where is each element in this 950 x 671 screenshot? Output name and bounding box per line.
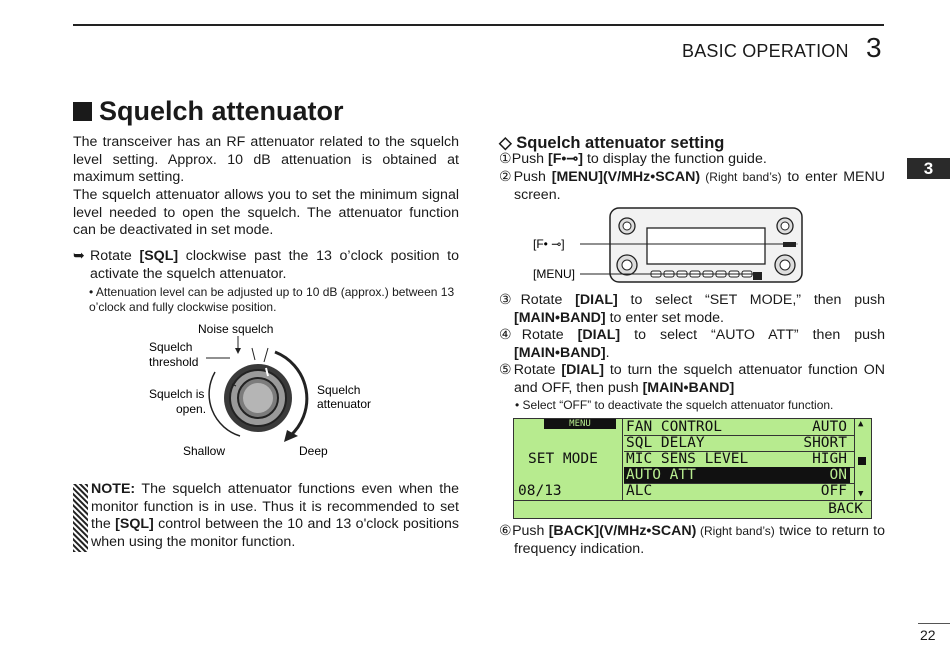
chapter-number: 3	[866, 32, 882, 63]
label-open-1: Squelch is	[149, 387, 205, 401]
lcd-menu-tag: MENU	[544, 419, 616, 429]
page-number: 22	[920, 627, 936, 643]
radio-label-menu: [MENU]	[533, 267, 575, 281]
step-5-mid: to turn the squelch attenuator function ON and OFF, then push	[514, 362, 885, 396]
rotate-step-post: clockwise past the 13 o’clock position to activate the squelch attenuator.	[90, 248, 459, 282]
step-3	[499, 292, 885, 327]
rotate-step-text	[90, 248, 459, 283]
radio-menu-button	[753, 272, 762, 280]
note-sql-key: [SQL]	[115, 516, 154, 533]
main-band-key: [MAIN•BAND]	[514, 309, 606, 326]
note-text-a: The squelch attenuator functions even when the monitor function is in use. Thus it is recommended to set the	[91, 481, 459, 533]
lcd-back-label: BACK	[828, 501, 863, 517]
step-2	[499, 169, 885, 204]
label-deep: Deep	[299, 444, 328, 458]
step-6-number: ⑥	[499, 523, 513, 539]
step-5-bullet: • Select “OFF” to deactivate the squelch attenuator function.	[515, 398, 834, 412]
radio-front-panel	[530, 206, 805, 288]
lcd-menu-row[interactable]	[624, 419, 850, 435]
step-4	[499, 327, 885, 362]
lcd-menu-item-label: MIC SENS LEVEL	[626, 451, 749, 467]
lcd-menu-item-value: HIGH	[812, 451, 847, 467]
lcd-menu-screen	[513, 418, 872, 519]
step-2-right-band: (Right band’s)	[700, 170, 782, 184]
step-6-post: twice to return to frequency indication.	[514, 523, 885, 557]
lcd-menu-item-value: OFF	[820, 483, 847, 499]
dial-key: [DIAL]	[577, 327, 621, 343]
lcd-scrollbar	[854, 419, 869, 500]
lcd-menu-row[interactable]	[624, 451, 850, 467]
main-band-key: [MAIN•BAND]	[514, 344, 606, 361]
radio-label-function: [F• ⊸]	[533, 237, 565, 251]
lcd-menu-item-value: AUTO	[812, 419, 847, 435]
header-rule	[73, 24, 884, 26]
lcd-menu-item-value: SHORT	[803, 435, 847, 451]
intro-paragraph-2: The squelch attenuator allows you to set the minimum signal level needed to open the squelch. The attenuator function can be deactivated in set mode.	[73, 187, 459, 239]
radio-function-button	[783, 242, 796, 247]
lcd-menu-item-label: FAN CONTROL	[626, 419, 723, 435]
label-open-2: open.	[176, 402, 207, 416]
step-2-post: to enter MENU screen.	[514, 169, 885, 203]
lcd-menu-item-label: AUTO ATT	[626, 467, 696, 483]
section-heading: ◇ Squelch attenuator setting	[499, 134, 725, 152]
step-6-right-band: (Right band’s)	[696, 524, 775, 538]
scroll-thumb	[858, 457, 866, 465]
note-label: NOTE:	[91, 481, 136, 497]
step-4-pre: Rotate	[521, 327, 578, 343]
main-band-key: [MAIN•BAND]	[642, 379, 735, 396]
label-threshold-1: Squelch	[149, 340, 193, 354]
note-text-b: control between the 10 and 13 o'clock positions when using the monitor function.	[91, 516, 459, 550]
lcd-menu-row[interactable]	[624, 483, 850, 499]
step-3-post: to enter set mode.	[605, 309, 724, 326]
lcd-menu-item-label: ALC	[626, 483, 653, 499]
footer-rule	[918, 623, 950, 624]
rotate-step	[73, 248, 459, 283]
step-4-mid: to select “AUTO ATT” then push	[620, 327, 885, 343]
step-1	[499, 151, 885, 169]
step-6-pre: Push	[512, 523, 549, 539]
attenuation-bullet: • Attenuation level can be adjusted up to 10 dB (approx.) between 13 o’clock and fully clockwise position.	[89, 285, 455, 314]
label-shallow: Shallow	[183, 444, 226, 458]
step-4-number: ④	[499, 327, 522, 343]
chapter-tab: 3	[907, 158, 950, 179]
page-title	[73, 96, 344, 127]
step-5-pre: Rotate	[513, 362, 562, 378]
radio-display	[647, 228, 765, 264]
function-key: [F•⊸]	[548, 151, 583, 167]
step-4-post: .	[605, 344, 610, 361]
label-threshold-2: threshold	[149, 355, 199, 369]
square-bullet-icon	[73, 102, 92, 121]
step-arrow-icon: ➥	[73, 248, 85, 264]
step-3-mid: to select “SET MODE,” then push	[617, 292, 885, 308]
scroll-up-icon: ▲	[858, 419, 864, 429]
lcd-menu-item-label: SQL DELAY	[626, 435, 705, 451]
step-1-post: to display the function guide.	[583, 151, 767, 167]
note-hatch-icon	[73, 484, 88, 552]
step-3-pre: Rotate	[520, 292, 576, 308]
label-attenuator-1: Squelch	[317, 383, 361, 397]
lcd-set-mode-title: SET MODE	[528, 451, 598, 467]
lcd-menu-row[interactable]	[624, 467, 850, 483]
lcd-menu-item-value: ON	[829, 467, 847, 483]
squelch-knob-diagram	[140, 318, 390, 463]
dial-key: [DIAL]	[561, 362, 604, 378]
step-5	[499, 362, 885, 397]
intro-paragraph-1: The transceiver has an RF attenuator related to the squelch level setting. Approx. 10 dB attenuation is obtained at maximum setting.	[73, 134, 459, 186]
menu-key: [MENU](V/MHz•SCAN)	[551, 169, 701, 185]
lcd-counter: 08/13	[518, 483, 562, 499]
note-paragraph	[91, 481, 459, 551]
section-header: BASIC OPERATION	[682, 41, 849, 61]
step-1-pre: Push	[511, 151, 549, 167]
step-1-number: ①	[499, 151, 512, 167]
step-6	[499, 523, 885, 558]
page-title-text: Squelch attenuator	[99, 96, 344, 126]
lcd-column-divider	[622, 419, 623, 500]
dial-key: [DIAL]	[575, 292, 618, 308]
lcd-menu-row[interactable]	[624, 435, 850, 451]
label-noise-squelch: Noise squelch	[198, 322, 274, 336]
step-5-number: ⑤	[499, 362, 514, 378]
step-3-number: ③	[499, 292, 521, 308]
step-2-number: ②	[499, 169, 514, 185]
sql-key: [SQL]	[139, 248, 179, 264]
rotate-step-pre: Rotate	[90, 248, 140, 264]
back-key: [BACK](V/MHz•SCAN)	[548, 523, 697, 539]
scroll-down-icon: ▼	[858, 489, 864, 499]
step-2-pre: Push	[513, 169, 552, 185]
label-attenuator-2: attenuator	[317, 397, 372, 411]
